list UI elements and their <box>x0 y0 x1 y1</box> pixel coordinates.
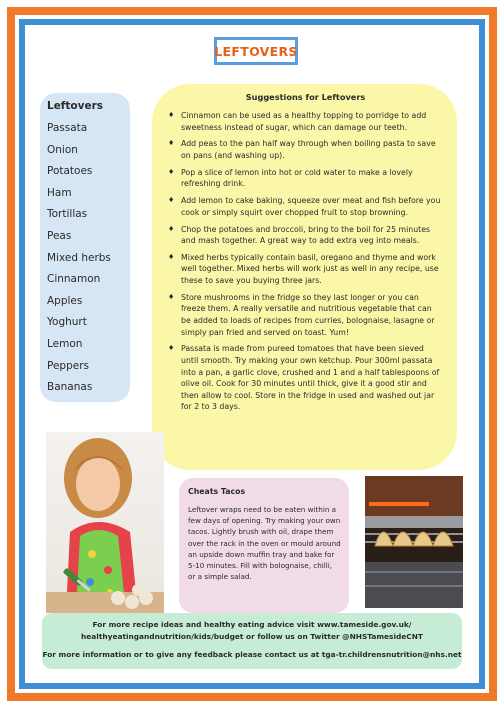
suggestion-text: Passata is made from pureed tomatoes that have been sieved until smooth. Try making your own ketchup. Pour 300ml passata into a pan, a garlic clove, crushed and 1 and a half tablespoons of olive oil. Cook for 30 minutes until thick, give it a good stir and then allow to cool. Store in the fridge in used and washed out jar for 2 to 3 days. <box>181 344 440 412</box>
cheats-tacos-panel <box>179 478 349 613</box>
leftover-item: Onion <box>47 143 78 156</box>
footer-line-1: For more recipe ideas and healthy eating advice visit www.tameside.gov.uk/ <box>92 620 412 629</box>
suggestion-text: Mixed herbs typically contain basil, oregano and thyme and work well together. Mixed herbs will work just as well in any recipe, use these to save you buying three jars. <box>181 252 439 286</box>
leftover-item: Tortillas <box>47 208 88 221</box>
diamond-bullet-icon: ♦ <box>168 252 175 261</box>
footer-line-2: healthyeatingandnutrition/kids/budget or follow us on Twitter @NHSTamesideCNT <box>81 632 423 641</box>
footer-contact-panel <box>42 613 462 669</box>
page-title: LEFTOVERS <box>214 43 298 59</box>
suggestion-item <box>168 167 443 190</box>
suggestion-item <box>168 252 443 287</box>
cheats-tacos-heading: Cheats Tacos <box>188 487 246 496</box>
leftover-item: Potatoes <box>47 165 93 178</box>
leftover-item: Passata <box>47 122 88 134</box>
suggestion-text: Cinnamon can be used as a healthy topping to porridge to add sweetness instead of sugar, which can damage our teeth. <box>181 111 427 132</box>
suggestion-item <box>168 138 443 161</box>
diamond-bullet-icon: ♦ <box>168 224 175 233</box>
suggestion-item <box>168 224 443 247</box>
child-cooking-photo <box>46 432 164 613</box>
suggestion-item <box>168 195 443 218</box>
child-cooking-illustration <box>46 432 164 613</box>
page-title-box <box>214 37 298 65</box>
leftover-item: Bananas <box>47 381 93 394</box>
suggestions-list <box>168 110 443 413</box>
diamond-bullet-icon: ♦ <box>168 111 175 119</box>
leftover-item: Peas <box>47 229 72 242</box>
leftover-item: Lemon <box>47 337 83 350</box>
suggestion-item <box>168 292 443 338</box>
suggestion-text: Add peas to the pan half way through when boiling pasta to save on pans (and washing up). <box>181 139 436 160</box>
suggestion-item <box>168 343 443 413</box>
leftover-item: Yoghurt <box>47 316 87 329</box>
suggestions-heading: Suggestions for Leftovers <box>245 92 366 102</box>
leftover-item: Cinnamon <box>47 273 101 286</box>
diamond-bullet-icon: ♦ <box>168 344 175 353</box>
leftover-item: Apples <box>47 294 83 307</box>
diamond-bullet-icon: ♦ <box>168 139 175 148</box>
leftovers-heading: Leftovers <box>47 100 104 112</box>
suggestion-text: Add lemon to cake baking, squeeze over meat and fish before you cook or simply squirt over chopped fruit to stop browning. <box>181 196 441 217</box>
footer-line-3: For more information or to give any feedback please contact us at tga-tr.childrensnutrition@nhs.net <box>42 650 462 659</box>
leftover-item: Ham <box>47 186 72 199</box>
diamond-bullet-icon: ♦ <box>168 196 175 205</box>
diamond-bullet-icon: ♦ <box>168 167 175 176</box>
oven-tacos-photo <box>365 476 463 608</box>
suggestion-text: Store mushrooms in the fridge so they last longer or you can freeze them. A really versatile and nutritious vegetable that can be added to loads of recipes from curries, bolognaise, lasagne or simply pan fried and served on toast. Yum! <box>181 292 435 337</box>
suggestions-panel <box>152 84 457 470</box>
suggestion-item <box>168 110 443 133</box>
leftover-item: Peppers <box>47 359 89 372</box>
leftover-item: Mixed herbs <box>47 251 111 264</box>
oven-tacos-illustration <box>365 476 463 608</box>
cheats-tacos-body: Leftover wraps need to be eaten within a few days of opening. Try making your own tacos. Lightly brush with oil, drape them over the rack in the oven or mould around an upside down muffin tray and bake for 5-10 minutes. Fill with bolognaise, chilli, or a simple salad. <box>188 505 341 582</box>
leftovers-list <box>40 93 130 402</box>
suggestion-text: Chop the potatoes and broccoli, bring to the boil for 25 minutes and mash together. A great way to add extra veg into meals. <box>181 224 431 246</box>
suggestion-text: Pop a slice of lemon into hot or cold water to make a lovely refreshing drink. <box>181 167 413 189</box>
diamond-bullet-icon: ♦ <box>168 292 175 301</box>
